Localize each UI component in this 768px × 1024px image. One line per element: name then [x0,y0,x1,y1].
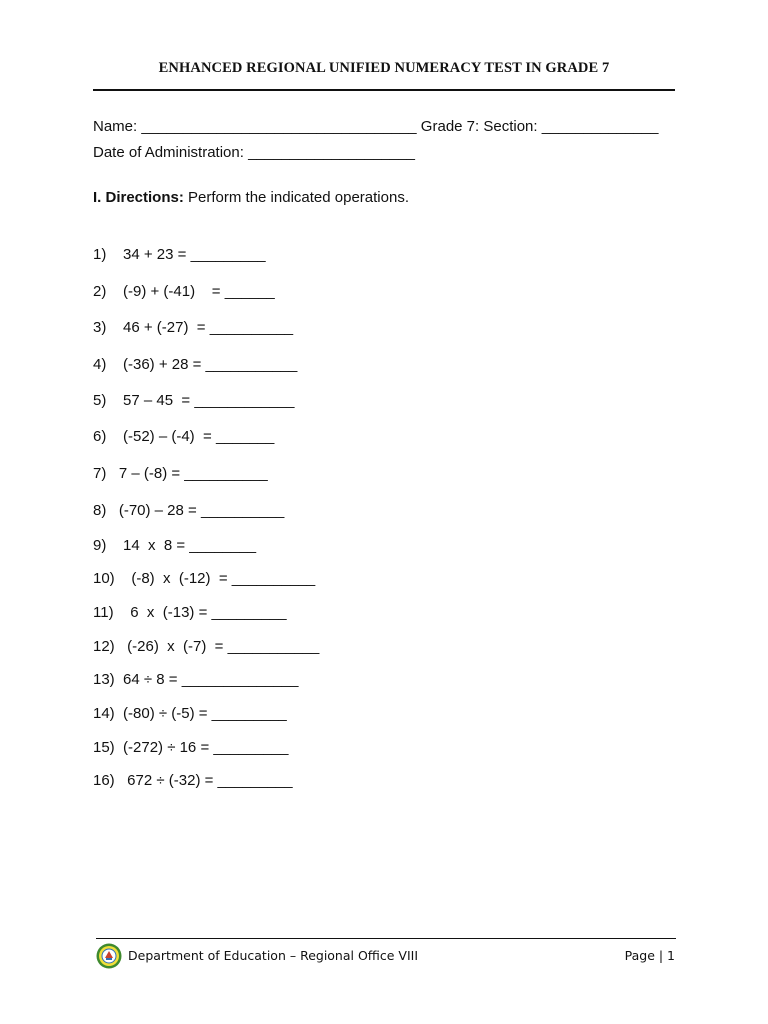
problem-item: 10) (-8) x (-12) = __________ [93,570,316,587]
problem-item: 5) 57 – 45 = ____________ [93,392,295,409]
problem-item: 9) 14 x 8 = ________ [93,537,257,554]
problem-item: 16) 672 ÷ (-32) = _________ [93,772,293,789]
problem-item: 11) 6 x (-13) = _________ [93,604,287,621]
problem-item: 6) (-52) – (-4) = _______ [93,428,275,445]
directions-label: I. Directions: [93,189,184,206]
problem-item: 3) 46 + (-27) = __________ [93,319,294,336]
directions-text: Perform the indicated operations. [183,189,409,206]
footer-office: Department of Education – Regional Office VIII [128,948,419,963]
problem-item: 2) (-9) + (-41) = ______ [93,283,275,300]
problem-item: 7) 7 – (-8) = __________ [93,465,268,482]
problem-item: 15) (-272) ÷ 16 = _________ [93,739,289,756]
date-of-administration-line: Date of Administration: ____________________ [93,144,415,161]
deped-seal-icon [96,943,122,969]
title-divider [93,89,675,91]
name-section-line: Name: _________________________________ Grade 7: Section: ______________ [93,118,659,135]
problem-item: 4) (-36) + 28 = ___________ [93,356,298,373]
problem-item: 13) 64 ÷ 8 = ______________ [93,671,299,688]
footer-divider [96,938,676,939]
problem-item: 12) (-26) x (-7) = ___________ [93,638,320,655]
problem-item: 14) (-80) ÷ (-5) = _________ [93,705,287,722]
directions [93,189,409,206]
test-title: ENHANCED REGIONAL UNIFIED NUMERACY TEST IN GRADE 7 [158,60,610,76]
page-number: Page | 1 [624,948,675,963]
problem-item: 8) (-70) – 28 = __________ [93,502,285,519]
problem-item: 1) 34 + 23 = _________ [93,246,266,263]
